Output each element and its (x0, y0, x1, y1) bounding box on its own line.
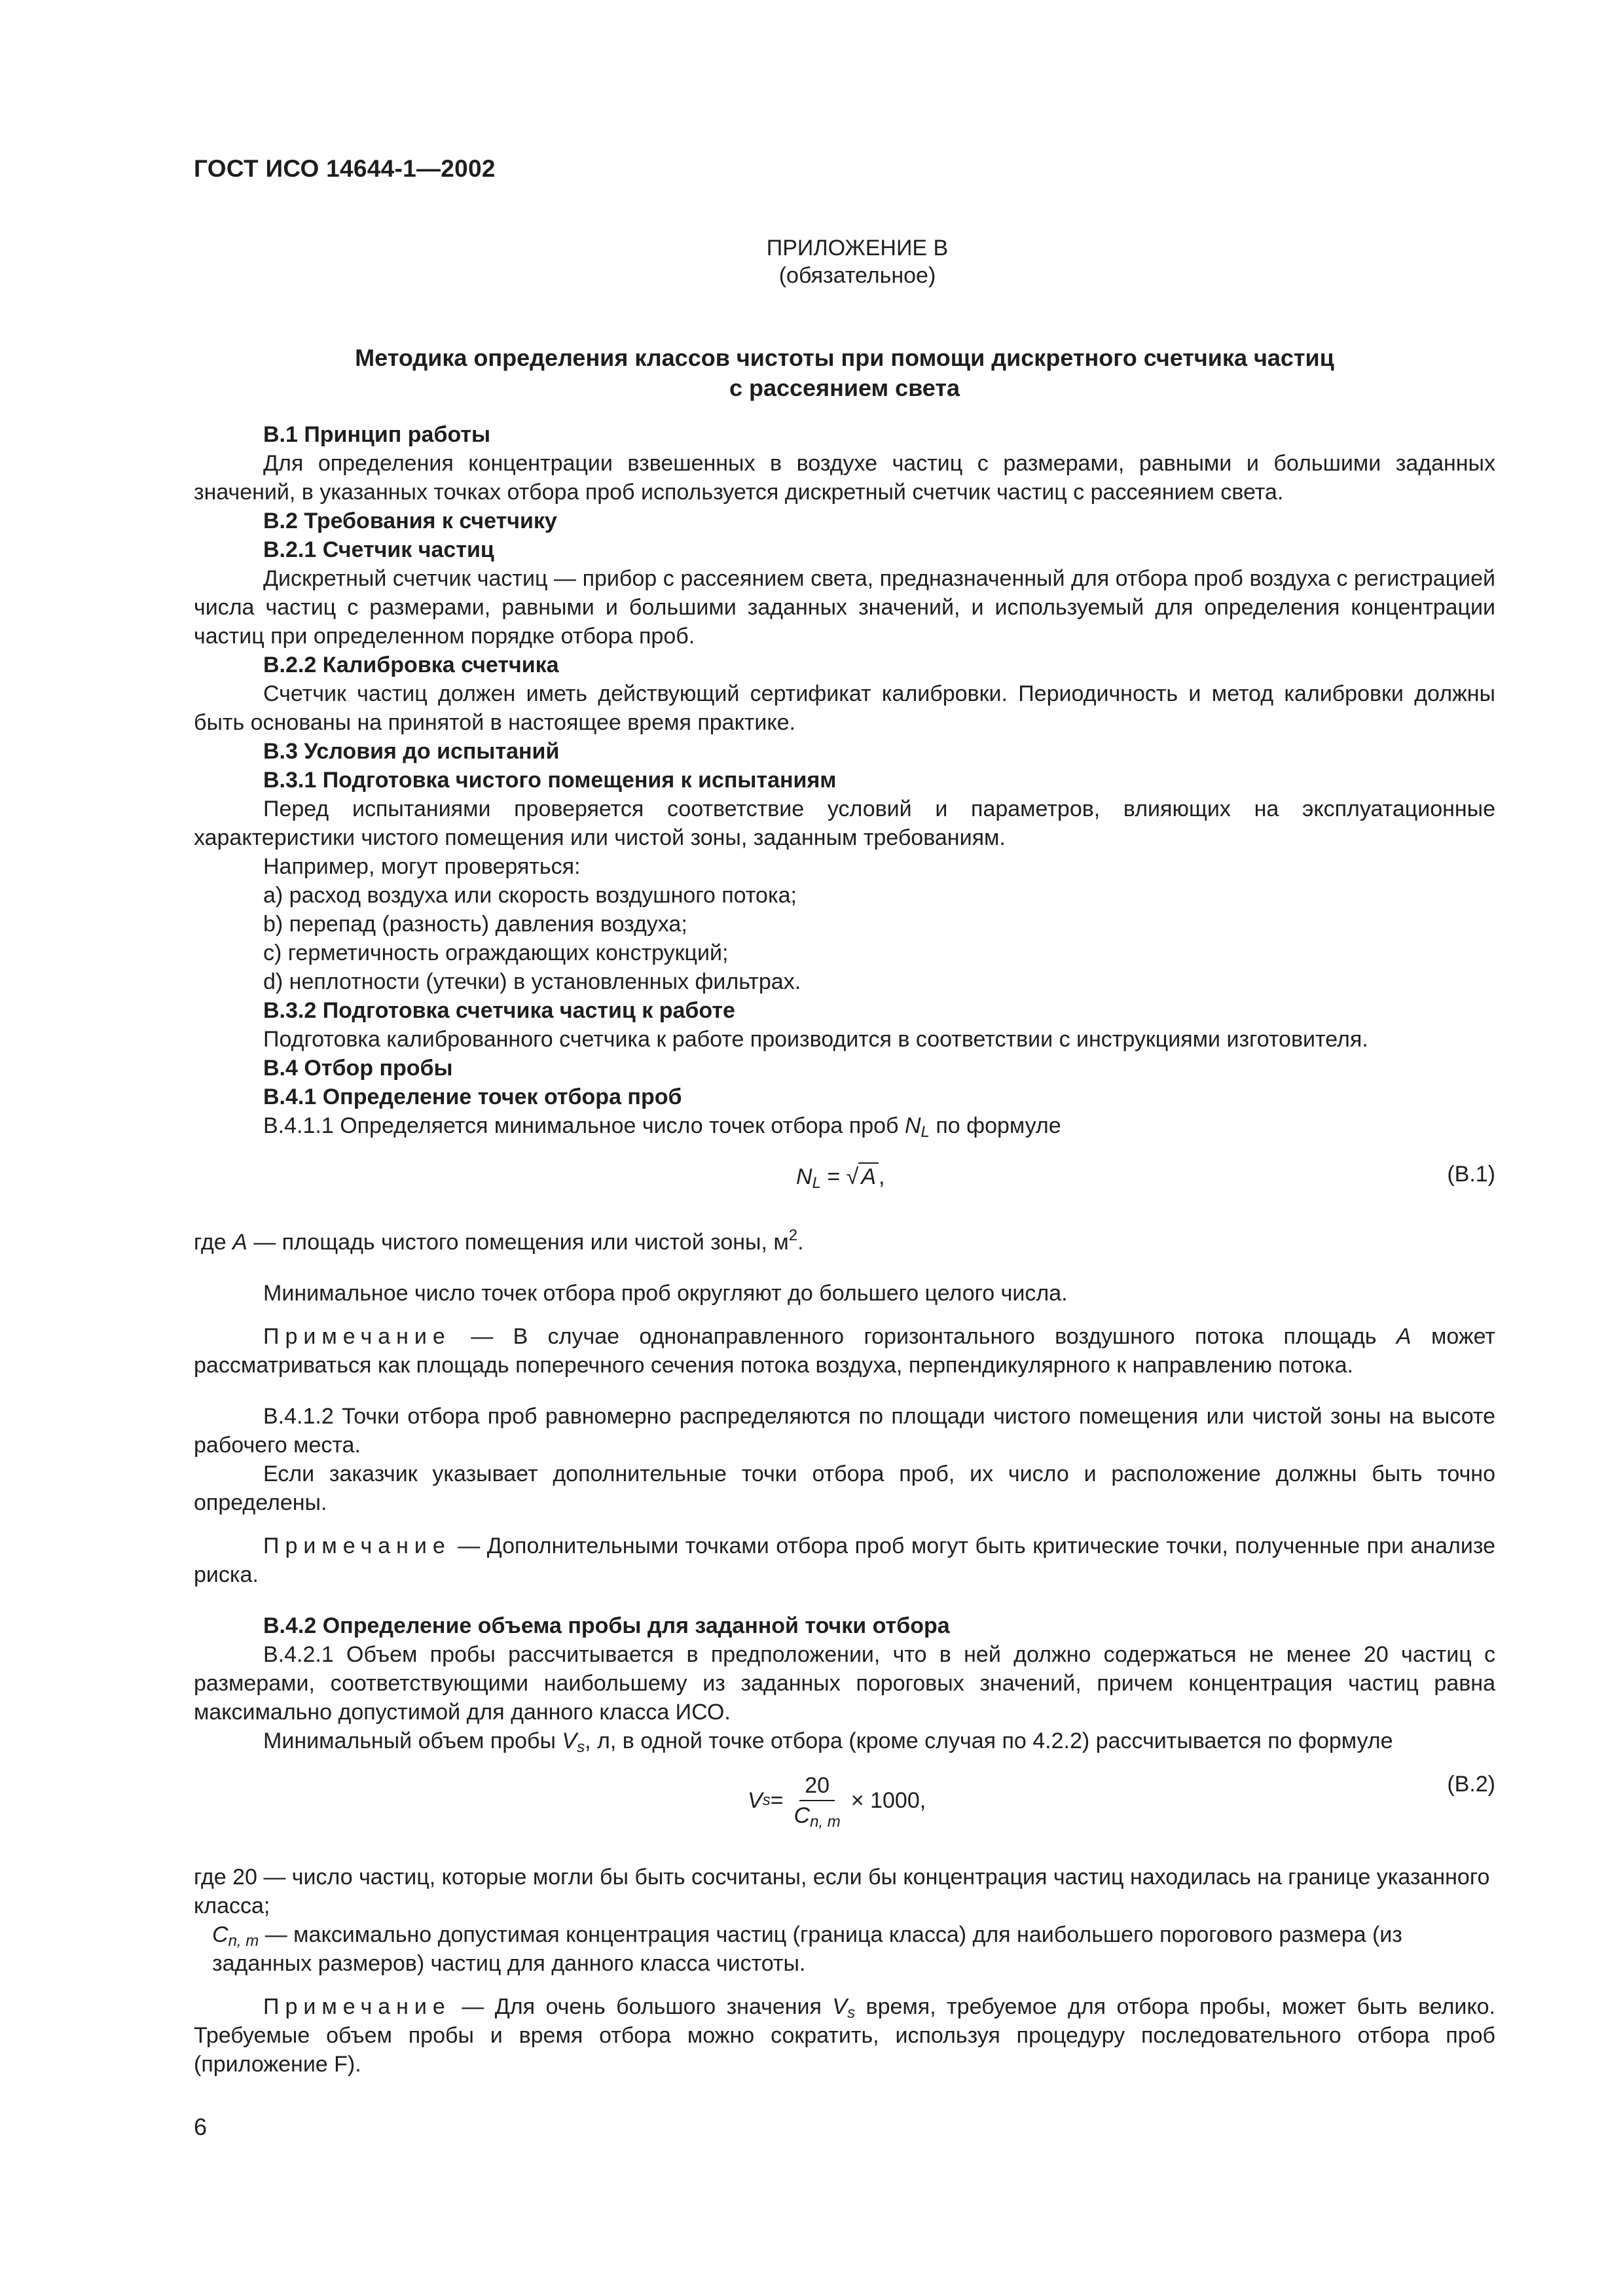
heading-b21: В.2.1 Счетчик частиц (263, 537, 494, 562)
heading-b3: В.3 Условия до испытаний (263, 739, 560, 764)
page-number: 6 (194, 2113, 208, 2140)
sqrt-sign-icon: √ (846, 1164, 859, 1189)
note-2: Примечание — Дополнительными точками отбора проб могут быть критические точки, полученные при анализе риска. (194, 1534, 1495, 1587)
document-title (194, 343, 1495, 403)
document-title-line-1: Методика определения классов чистоты при помощи дискретного счетчика частиц (355, 344, 1334, 371)
formula-b1-number: (B.1) (1447, 1162, 1495, 1187)
heading-b22: В.2.2 Калибровка счетчика (263, 653, 559, 677)
heading-b32: В.3.2 Подготовка счетчика частиц к работе (263, 998, 735, 1023)
formula-b1-explanation: где A — площадь чистого помещения или чистой зоны, $м^2$. (194, 1227, 804, 1255)
list-item-a: a) расход воздуха или скорость воздушного потока; (263, 883, 797, 908)
heading-b42: В.4.2 Определение объема пробы для заданной точки отбора (263, 1613, 950, 1638)
paragraph-b22: Счетчик частиц должен иметь действующий сертификат калибровки. Периодичность и метод калибровки должны быть основаны на принятой в настоящее время практике. (194, 681, 1495, 735)
paragraph-b412-extra: Если заказчик указывает дополнительные точки отбора проб, их число и расположение должны быть точно определены. (194, 1462, 1495, 1515)
paragraph-b412: В.4.1.2 Точки отбора проб равномерно распределяются по площади чистого помещения или чистой зоны на высоте рабочего места. (194, 1404, 1495, 1458)
heading-b1: В.1 Принцип работы (263, 422, 491, 447)
paragraph-b421: В.4.2.1 Объем пробы рассчитывается в предположении, что в ней должно содержаться не менее 20 частиц с размерами, соответствующими наибольшему из заданных пороговых значений, причем концентрация частиц равна максимально допустимой для данного класса ИСО. (194, 1642, 1495, 1725)
document-title-line-2: с рассеянием света (729, 374, 960, 401)
heading-b31: В.3.1 Подготовка чистого помещения к испытаниям (263, 768, 837, 793)
paragraph-b31: Перед испытаниями проверяется соответствие условий и параметров, влияющих на эксплуатационные характеристики чистого помещения или чистой зоны, заданным требованиям. (194, 797, 1495, 850)
heading-b4: В.4 Отбор пробы (263, 1056, 453, 1081)
paragraph-b411: В.4.1.1 Определяется минимальное число точек отбора проб $N_L$ по формуле (263, 1113, 1061, 1141)
paragraph-b1: Для определения концентрации взвешенных в воздухе частиц с размерами, равными и большими заданных значений, в указанных точках отбора проб используется дискретный счетчик частиц с рассеянием света. (194, 451, 1495, 505)
appendix-title: ПРИЛОЖЕНИЕ В (766, 236, 949, 260)
list-item-d: d) неплотности (утечки) в установленных фильтрах. (263, 969, 801, 994)
formula-b1 (194, 1147, 1495, 1206)
paragraph-rounding: Минимальное число точек отбора проб округляют до большего целого числа. (263, 1281, 1068, 1306)
formula-b1-expression: $N_L$ = √ A , (796, 1162, 884, 1191)
paragraph-b421-volume: Минимальный объем пробы $V_s$, л, в одной точке отбора (кроме случая по 4.2.2) рассчитывается по формуле (263, 1729, 1393, 1756)
note-3: Примечание — Для очень большого значения $V_s$ время, требуемое для отбора пробы, может быть велико. Требуемые объем пробы и время отбора можно сократить, используя процедуру последовательного отбора проб (приложение F). (194, 1994, 1496, 2077)
paragraph-b31-intro: Например, могут проверяться: (263, 854, 581, 879)
formula-b2-explanation-2: $C_{n, m}$ — максимально допустимая концентрация частиц (граница класса) для наибольшего порогового размера (из заданных размеров) частиц для данного класса чистоты. (212, 1922, 1402, 1976)
heading-b41: В.4.1 Определение точек отбора проб (263, 1085, 682, 1109)
paragraph-b32: Подготовка калиброванного счетчика к работе производится в соответствии с инструкциями изготовителя. (263, 1027, 1368, 1052)
formula-b2 (194, 1765, 1495, 1856)
appendix-heading (0, 234, 1623, 289)
list-item-b: b) перепад (разность) давления воздуха; (263, 912, 687, 937)
appendix-status: (обязательное) (778, 263, 936, 288)
formula-b2-number: (B.2) (1447, 1772, 1495, 1797)
document-header: ГОСТ ИСО 14644-1—2002 (194, 155, 496, 182)
formula-b2-fraction: $\frac{20}{C_{n, m}}$ (789, 1771, 846, 1830)
formula-b2-explanation-1: где 20 — число частиц, которые могли бы быть сосчитаны, если бы концентрация частиц находилась на границе указанного класса; (194, 1865, 1490, 1918)
formula-b2-expression: V s = $\frac{20}{C_{n, m}}$ × 1000, (748, 1771, 926, 1830)
document-body (194, 420, 1495, 2101)
heading-b2: В.2 Требования к счетчику (263, 509, 557, 533)
list-item-c: c) герметичность ограждающих конструкций; (263, 941, 729, 965)
paragraph-b21: Дискретный счетчик частиц — прибор с рассеянием света, предназначенный для отбора проб воздуха с регистрацией числа частиц с размерами, равными и большими заданных значений, и используемый для определения концентрации частиц при определенном порядке отбора проб. (194, 566, 1495, 649)
note-1: Примечание — В случае однонаправленного горизонтального воздушного потока площадь A может рассматриваться как площадь поперечного сечения потока воздуха, перпендикулярного к направлению потока. (194, 1324, 1496, 1378)
